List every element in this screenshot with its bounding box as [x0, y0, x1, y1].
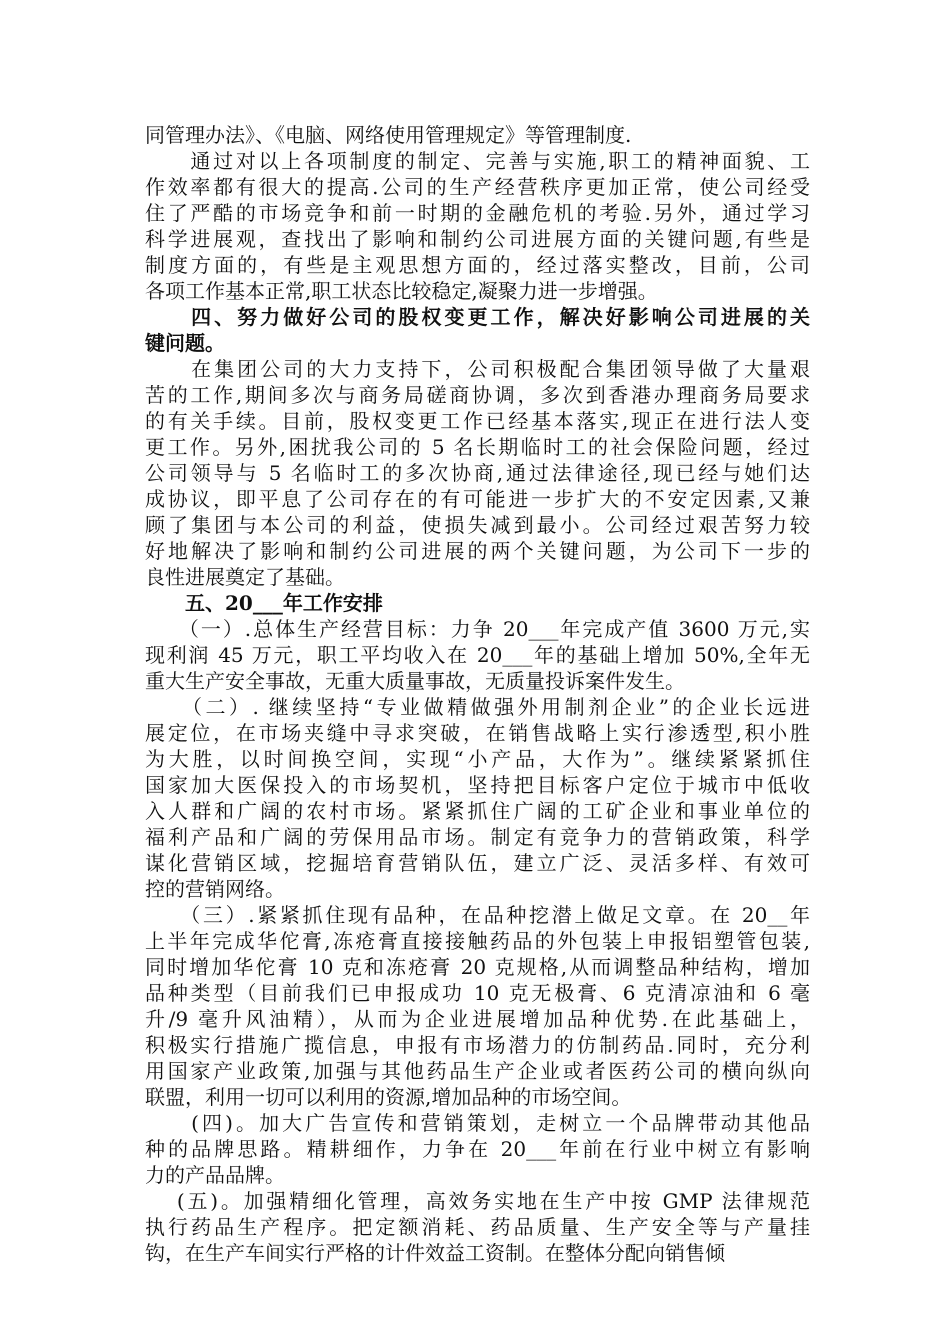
- text-line: 种的品牌思路。精耕细作，力争在 20___年前在行业中树立有影响: [145, 1137, 810, 1161]
- text-line: 用国家产业政策,加强与其他药品生产企业或者医药公司的横向纵向: [145, 1059, 810, 1083]
- text-line: 好地解决了影响和制约公司进展的两个关键问题，为公司下一步的: [145, 539, 810, 563]
- text-line: 作效率都有很大的提高.公司的生产经营秩序更加正常，使公司经受: [145, 175, 810, 199]
- text-line: 通过对以上各项制度的制定、完善与实施,职工的精神面貌、工: [145, 149, 810, 173]
- text-line: 键问题。: [145, 331, 225, 355]
- text-line: （二）. 继续坚持“专业做精做强外用制剂企业”的企业长远进: [145, 695, 810, 719]
- paragraph-p1: [145, 148, 810, 304]
- paragraph-p7: [145, 902, 810, 1110]
- paragraph-p3: [145, 356, 810, 590]
- document-page: [145, 122, 810, 1266]
- text-line: 良性进展奠定了基础。: [145, 565, 345, 589]
- text-line: 住了严酷的市场竞争和前一时期的金融危机的考验.另外，通过学习: [145, 201, 810, 225]
- text-line: 公司领导与 5 名临时工的多次协商,通过法律途径,现已经与她们达: [145, 461, 810, 485]
- paragraph-p6: [145, 694, 810, 902]
- paragraph-p5: [145, 616, 810, 694]
- paragraph-p9: [145, 1188, 810, 1266]
- text-line: （一）.总体生产经营目标：力争 20___年完成产值 3600 万元,实: [145, 617, 810, 641]
- text-line: 上半年完成华佗膏,冻疮膏直接接触药品的外包装上申报铝塑管包装,: [145, 929, 810, 953]
- text-line: 重大生产安全事故，无重大质量事故，无质量投诉案件发生。: [145, 669, 685, 693]
- text-line: 的有关手续。目前，股权变更工作已经基本落实,现正在进行法人变: [145, 409, 810, 433]
- text-line: 同时增加华佗膏 10 克和冻疮膏 20 克规格,从而调整品种结构，增加: [145, 955, 810, 979]
- text-line: 成协议，即平息了公司存在的有可能进一步扩大的不安定因素,又兼: [145, 487, 810, 511]
- text-line: 各项工作基本正常,职工状态比较稳定,凝聚力进一步增强。: [145, 279, 658, 303]
- text-line: 在集团公司的大力支持下，公司积极配合集团领导做了大量艰: [145, 357, 810, 381]
- text-line: 展定位，在市场夹缝中寻求突破，在销售战略上实行渗透型,积小胜: [145, 721, 810, 745]
- text-line: (四)。加大广告宣传和营销策划，走树立一个品牌带动其他品: [145, 1111, 810, 1135]
- text-line: 入人群和广阔的农村市场。紧紧抓住广阔的工矿企业和事业单位的: [145, 799, 810, 823]
- text-line: 钩，在生产车间实行严格的计件效益工资制。在整体分配向销售倾: [145, 1241, 725, 1265]
- text-line: 制度方面的，有些是主观思想方面的，经过落实整改，目前，公司: [145, 253, 810, 277]
- text-line: （三）.紧紧抓住现有品种，在品种挖潜上做足文章。在 20__年: [145, 903, 810, 927]
- text-line: 联盟，利用一切可以利用的资源,增加品种的市场空间。: [145, 1085, 632, 1109]
- paragraph-p0: [145, 122, 810, 148]
- text-line: 国家加大医保投入的市场契机，坚持把目标客户定位于城市中低收: [145, 773, 810, 797]
- paragraph-p8: [145, 1110, 810, 1188]
- text-line: 更工作。另外,困扰我公司的 5 名长期临时工的社会保险问题，经过: [145, 435, 810, 459]
- text-line: 顾了集团与本公司的利益，使损失减到最小。公司经过艰苦努力较: [145, 513, 810, 537]
- text-line: 科学进展观，查找出了影响和制约公司进展方面的关键问题,有些是: [145, 227, 810, 251]
- section-heading-p2: [145, 304, 810, 356]
- section-heading-p4: [145, 590, 810, 616]
- text-line: 升/9 毫升风油精），从而为企业进展增加品种优势.在此基础上，: [145, 1007, 810, 1031]
- text-line: 品种类型（目前我们已申报成功 10 克无极膏、6 克清凉油和 6 毫: [145, 981, 810, 1005]
- text-line: 苦的工作,期间多次与商务局磋商协调，多次到香港办理商务局要求: [145, 383, 810, 407]
- text-line: 为大胜，以时间换空间，实现“小产品，大作为”。继续紧紧抓住: [145, 747, 810, 771]
- text-line: 积极实行措施广揽信息，申报有市场潜力的仿制药品.同时，充分利: [145, 1033, 810, 1057]
- text-line: 四、努力做好公司的股权变更工作，解决好影响公司进展的关: [145, 305, 810, 329]
- text-line: 力的产品品牌。: [145, 1163, 285, 1187]
- text-line: 现利润 45 万元，职工平均收入在 20___年的基础上增加 50%,全年无: [145, 643, 810, 667]
- text-line: 五、20___年工作安排: [145, 591, 383, 615]
- text-line: 同管理办法》、《电脑、网络使用管理规定》等管理制度.: [145, 123, 632, 147]
- text-line: 福利产品和广阔的劳保用品市场。制定有竞争力的营销政策，科学: [145, 825, 810, 849]
- text-line: 谋化营销区域，挖掘培育营销队伍，建立广泛、灵活多样、有效可: [145, 851, 810, 875]
- text-line: (五)。加强精细化管理，高效务实地在生产中按 GMP 法律规范: [145, 1189, 810, 1213]
- text-line: 执行药品生产程序。把定额消耗、药品质量、生产安全等与产量挂: [145, 1215, 810, 1239]
- text-line: 控的营销网络。: [145, 877, 285, 901]
